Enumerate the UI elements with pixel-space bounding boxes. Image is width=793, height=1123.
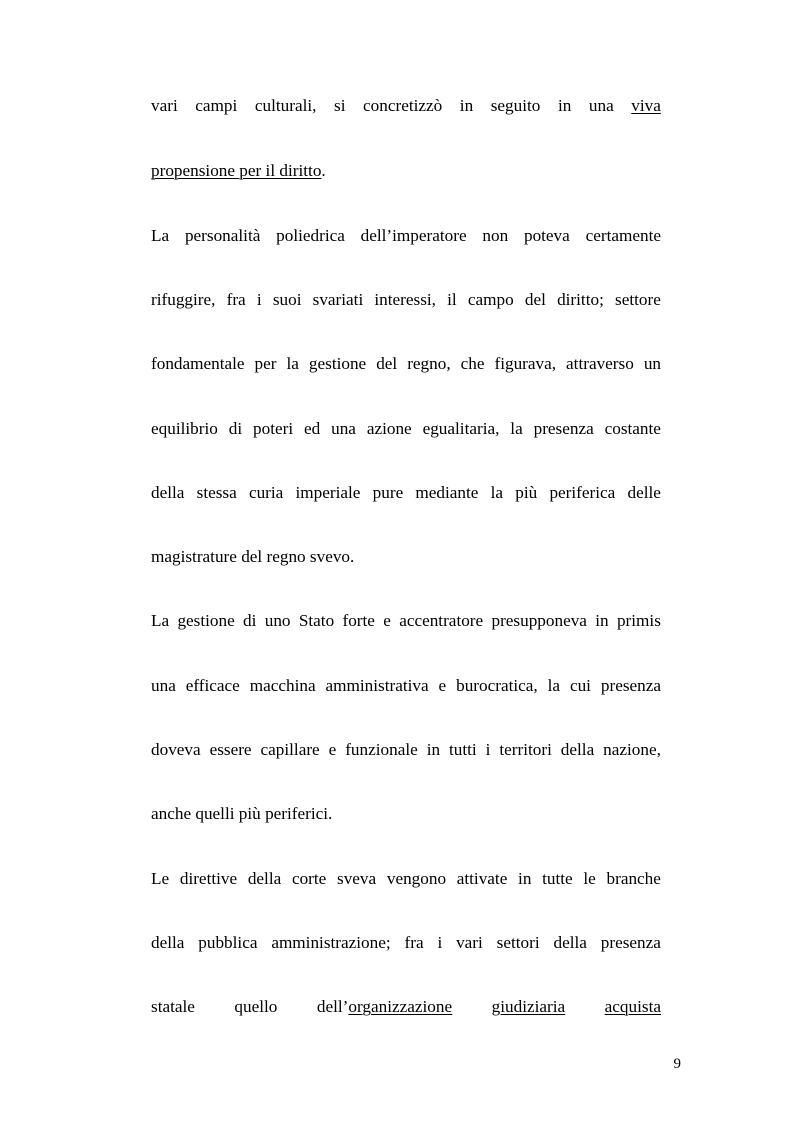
underlined-word: organizzazione [348,997,453,1016]
word: presenza [600,676,661,695]
text-line [151,610,661,632]
word: suoi [272,290,302,309]
word: azione [366,419,412,438]
word: e [328,740,337,759]
word: in [518,869,532,888]
word: regno, [407,354,451,373]
word: in [595,611,609,630]
word: ed [303,419,321,438]
word: pubblica [198,933,258,952]
text-line [151,160,661,182]
word: della [553,933,587,952]
word: La [151,611,170,630]
word: dell’imperatore [360,226,467,245]
word: funzionale [345,740,418,759]
word: fondamentale [151,354,245,373]
word: macchina [249,676,316,695]
word: del [524,290,546,309]
text-line [151,289,661,311]
word: quello [234,997,278,1016]
text-line [151,996,661,1018]
underlined-text: propensione per il diritto [151,161,322,180]
word: in [426,740,441,759]
word: della [151,933,185,952]
word: presenza [533,419,594,438]
word: i [437,933,443,952]
word: campi [195,96,238,115]
text-line [151,95,661,117]
text-line [151,868,661,890]
word: essere [209,740,252,759]
word: pure [372,483,404,502]
underlined-word: acquista [604,997,661,1016]
word: direttive [179,869,238,888]
punctuation: . [321,161,326,180]
word: amministrazione; [271,933,391,952]
word: stessa [196,483,237,502]
word: gestione [308,354,367,373]
word: una [588,96,614,115]
word: delle [627,483,661,502]
word: amministrativa [325,676,429,695]
word: settori [496,933,540,952]
word: il [447,290,457,309]
word: una [151,676,176,695]
text-line [151,739,661,761]
text-line [151,418,661,440]
word: mediante [415,483,479,502]
word: del [376,354,398,373]
word: la [286,354,299,373]
word: certamente [585,226,661,245]
word: uno [264,611,291,630]
word: di [228,419,243,438]
word: primis [616,611,661,630]
text-line [151,353,661,375]
word: interessi, [374,290,436,309]
word: vari [456,933,483,952]
word: presenza [600,933,661,952]
word: egualitaria, [422,419,500,438]
word: fra [404,933,424,952]
word: nazione, [603,740,661,759]
word: le [583,869,596,888]
word: settore [615,290,661,309]
word: cui [569,676,591,695]
word: concretizzò [363,96,443,115]
text-line [151,225,661,247]
word: che [460,354,485,373]
word: i [256,290,262,309]
word: una [331,419,356,438]
word: diritto; [557,290,604,309]
word: i [485,740,491,759]
word: campo [467,290,514,309]
word: in [459,96,474,115]
word: corte [291,869,327,888]
word: gestione [177,611,235,630]
word: in [557,96,572,115]
word: Stato [298,611,335,630]
word: la [490,483,504,502]
word: capillare [260,740,320,759]
word: la [547,676,561,695]
word: attivate [456,869,508,888]
page-number: 9 [673,1056,681,1072]
word: equilibrio [151,419,218,438]
word: territori [499,740,552,759]
word: La [151,226,170,245]
word: vari [151,96,178,115]
text-line [151,482,661,504]
word: svariati [312,290,364,309]
text-line [151,675,661,697]
word-group [317,996,452,1018]
word: imperiale [295,483,361,502]
line-text: magistrature del regno svevo. [151,547,355,566]
underlined-word: giudiziaria [491,997,566,1016]
word: poliedrica [276,226,345,245]
word: forte [342,611,375,630]
word: dell’ [316,997,349,1016]
text-line [151,546,661,568]
word: poteri [253,419,294,438]
word: periferica [549,483,616,502]
word: Le [151,869,170,888]
word: tutti [449,740,477,759]
word: della [560,740,595,759]
text-line [151,932,661,954]
word: e [383,611,391,630]
word: più [515,483,538,502]
word: della [151,483,185,502]
word: sveva [337,869,377,888]
word: burocratica, [456,676,538,695]
word: per [254,354,277,373]
word: poteva [523,226,570,245]
word: culturali, [254,96,317,115]
word: si [334,96,346,115]
word: rifuggire, [151,290,216,309]
word: la [510,419,523,438]
word: della [247,869,282,888]
underlined-word: viva [631,96,661,115]
word: accentratore [399,611,484,630]
word: vengono [386,869,447,888]
word: attraverso [566,354,634,373]
word: di [243,611,257,630]
word: e [438,676,447,695]
word: figurava, [494,354,557,373]
word: costante [604,419,661,438]
word: efficace [185,676,240,695]
word: branche [606,869,661,888]
word: personalità [184,226,261,245]
word: tutte [542,869,573,888]
word: doveva [151,740,201,759]
word: curia [248,483,284,502]
word: fra [226,290,246,309]
word: seguito [490,96,541,115]
word: presupponeva [491,611,587,630]
word: non [482,226,509,245]
word: statale [151,997,195,1016]
line-text: anche quelli più periferici. [151,804,333,823]
word: un [643,354,661,373]
text-line [151,803,661,825]
